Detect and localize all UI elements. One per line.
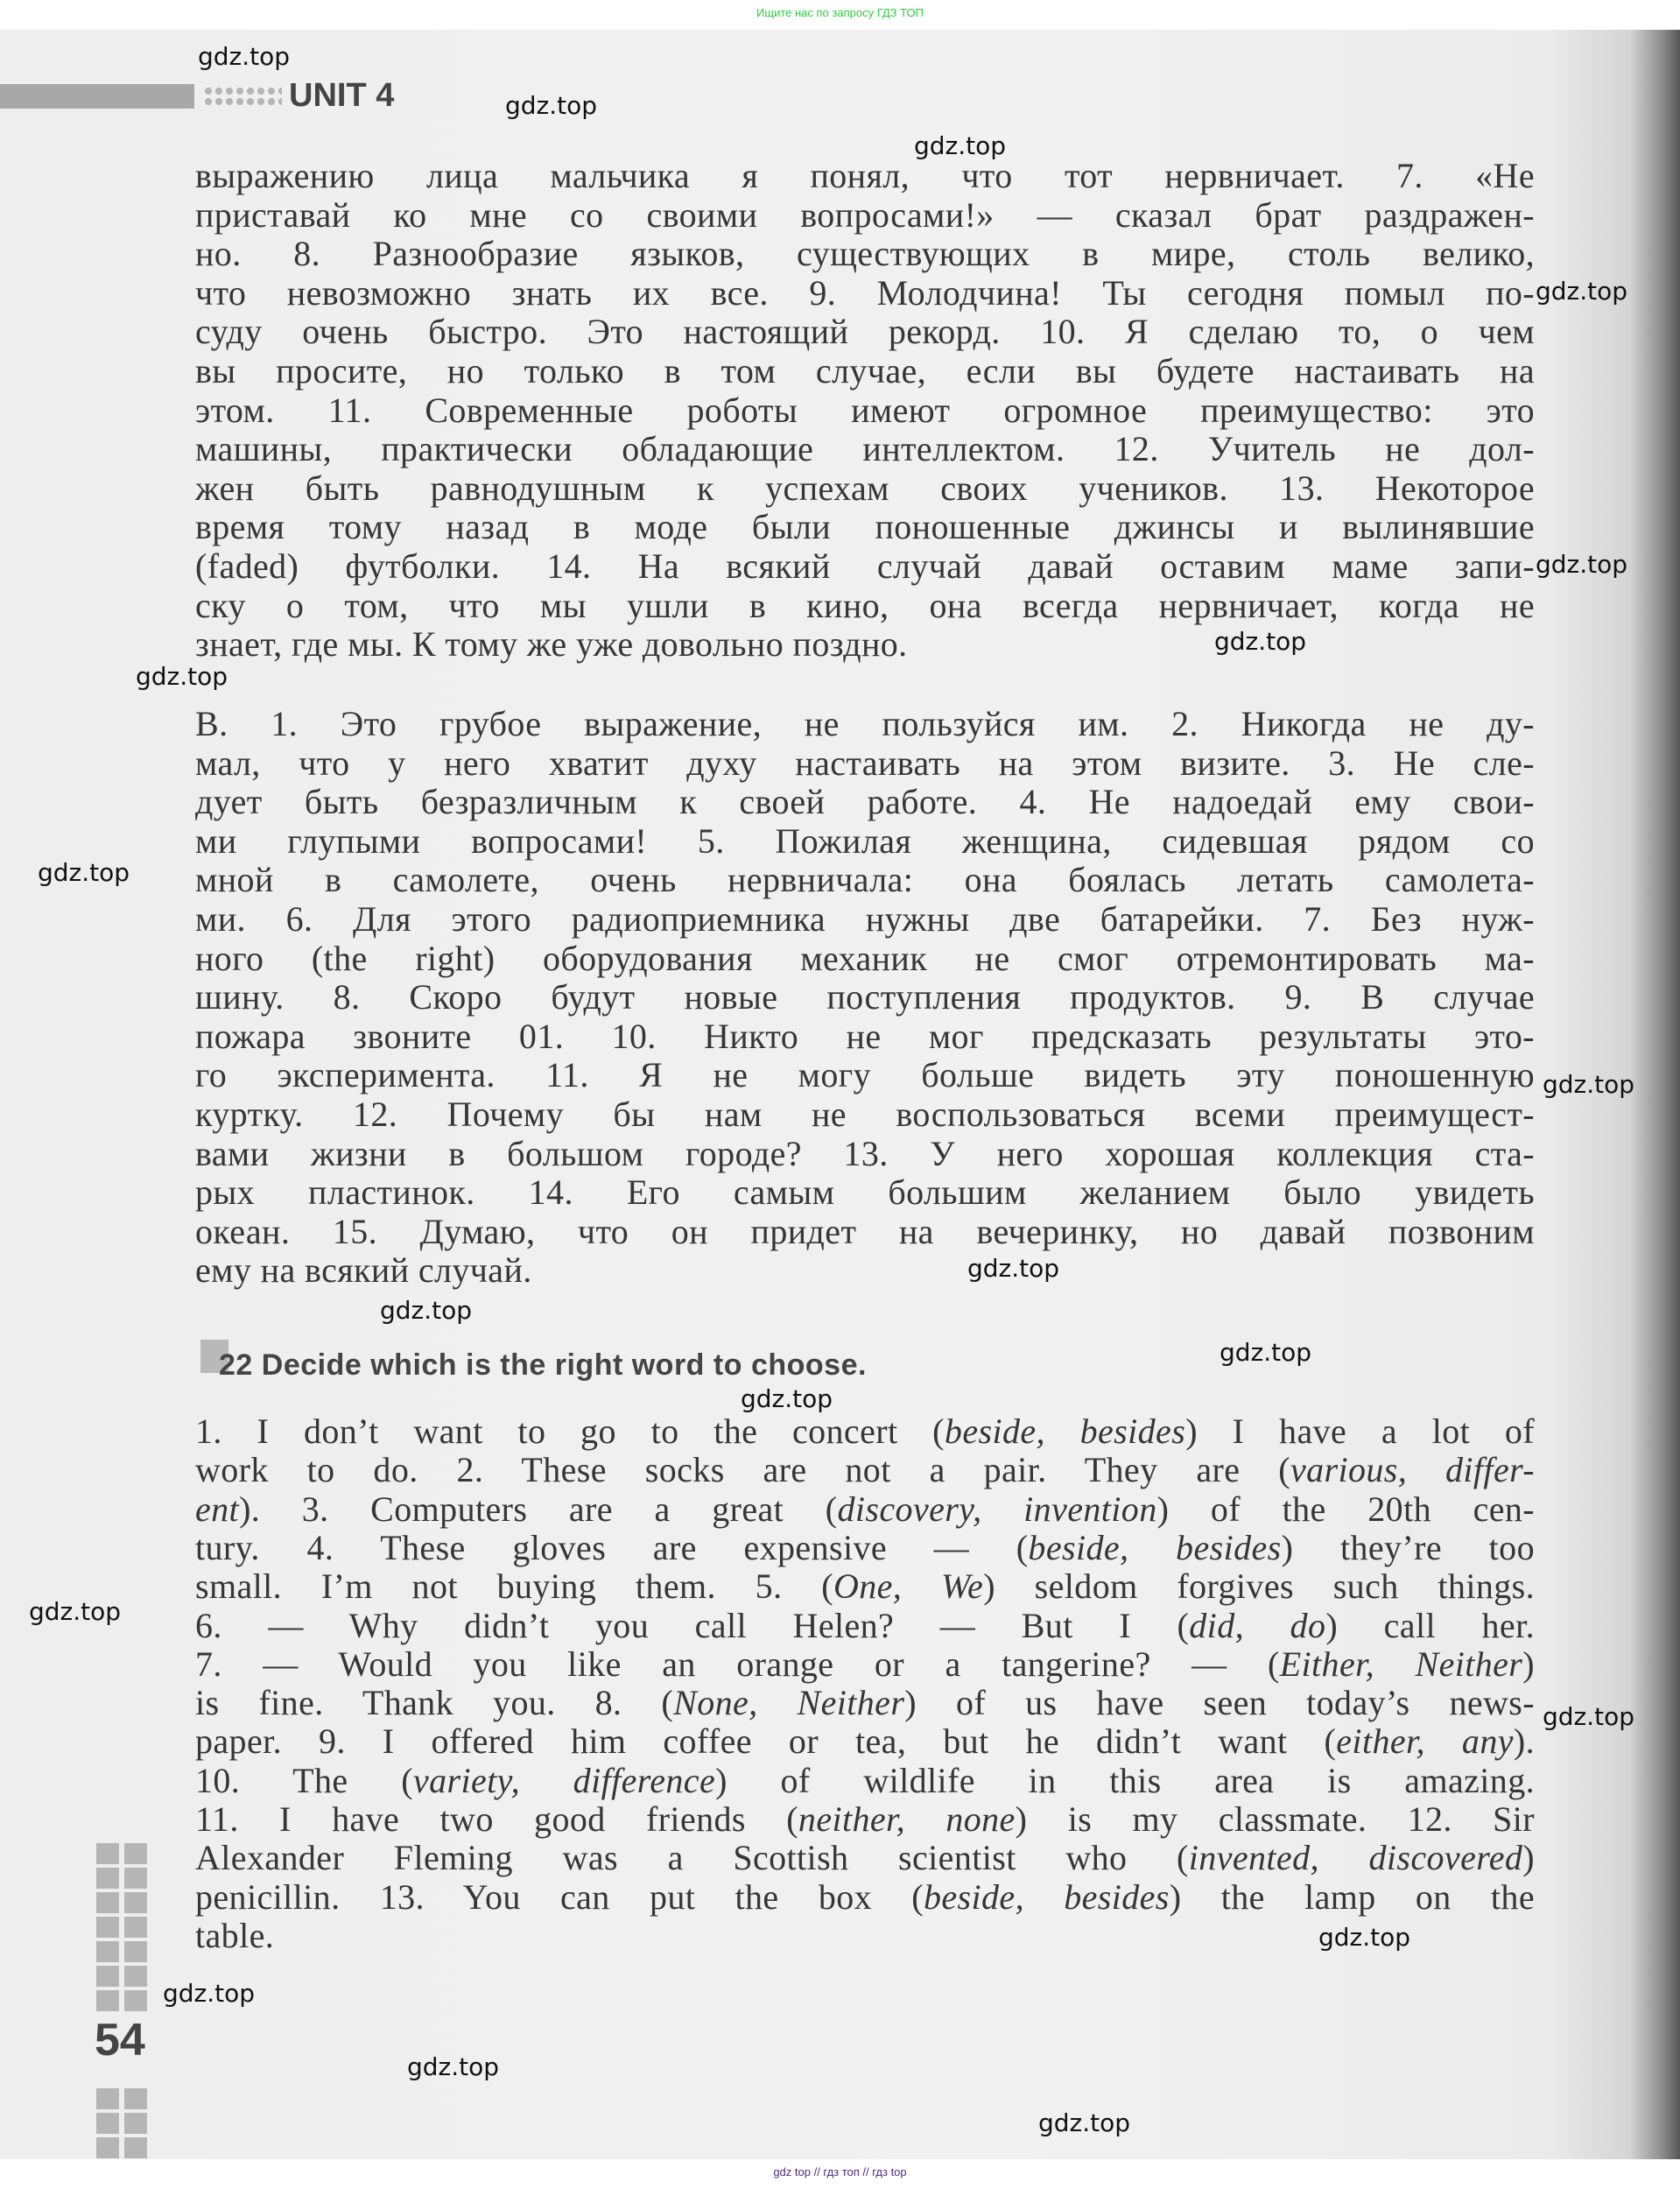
text-line bbox=[195, 1528, 1535, 1567]
answer-options: invented, discovered bbox=[1188, 1838, 1523, 1878]
margin-square bbox=[124, 1917, 147, 1938]
watermark-text: gdz.top bbox=[407, 2052, 500, 2081]
text-segment: tury. 4. These gloves are expensive — ( bbox=[195, 1527, 1029, 1567]
text-segment: paper. 9. I offered him coffee or tea, but he didn’t want ( bbox=[195, 1721, 1337, 1762]
answer-options: beside, besides bbox=[944, 1411, 1186, 1451]
text-segment: мал, что у него хватит духу настаивать на этом визите. 3. Не сле- bbox=[195, 743, 1535, 783]
text-line bbox=[195, 1761, 1535, 1800]
text-line bbox=[195, 156, 1535, 195]
watermark-text: gdz.top bbox=[198, 42, 291, 71]
text-segment: но. 8. Разнообразие языков, существующих в мире, столь велико, bbox=[195, 234, 1535, 274]
text-line bbox=[195, 1094, 1535, 1134]
watermark-text: gdz.top bbox=[380, 1296, 473, 1325]
answer-options: either, any bbox=[1336, 1721, 1514, 1762]
margin-square bbox=[124, 1843, 147, 1864]
margin-square bbox=[96, 1990, 119, 2011]
watermark-text: gdz.top bbox=[1220, 1338, 1312, 1367]
text-segment: small. I’m not buying them. 5. ( bbox=[195, 1566, 833, 1607]
watermark-text: gdz.top bbox=[967, 1254, 1060, 1283]
text-line bbox=[195, 704, 1535, 743]
text-line bbox=[195, 234, 1535, 273]
text-segment: ). 3. Computers are a great ( bbox=[239, 1489, 838, 1529]
answer-options: various, differ- bbox=[1290, 1450, 1535, 1490]
text-line bbox=[195, 860, 1535, 899]
watermark-text: gdz.top bbox=[741, 1384, 833, 1413]
text-line bbox=[195, 1799, 1535, 1839]
text-line bbox=[195, 273, 1535, 313]
text-segment: ) call her. bbox=[1325, 1605, 1535, 1645]
text-segment: ) I have a lot of bbox=[1185, 1411, 1535, 1451]
text-line bbox=[195, 351, 1535, 391]
text-segment: рых пластинок. 14. Его самым большим желанием было увидеть bbox=[195, 1172, 1535, 1213]
answer-options: neither, none bbox=[798, 1799, 1016, 1839]
watermark-text: gdz.top bbox=[1536, 550, 1628, 579]
text-segment: ми. 6. Для этого радиоприемника нужны две батарейки. 7. Без нуж- bbox=[195, 899, 1535, 939]
text-line bbox=[195, 899, 1535, 939]
answer-options: None, Neither bbox=[673, 1683, 905, 1723]
text-line bbox=[195, 1172, 1535, 1212]
margin-square bbox=[124, 2088, 147, 2109]
text-segment: ) of us have seen today’s news- bbox=[904, 1683, 1535, 1723]
text-segment: 7. — Would you like an orange or a tangerine? — ( bbox=[195, 1644, 1280, 1684]
watermark-text: gdz.top bbox=[1318, 1923, 1411, 1952]
text-segment: ми глупыми вопросами! 5. Пожилая женщина, сидевшая рядом со bbox=[195, 820, 1535, 861]
text-segment: океан. 15. Думаю, что он придет на вечеринку, но давай позвоним bbox=[195, 1211, 1535, 1251]
text-segment: что невозможно знать их все. 9. Молодчина! Ты сегодня помыл по- bbox=[195, 272, 1535, 313]
exercise-title: Decide which is the right word to choose. bbox=[261, 1348, 867, 1382]
watermark-text: gdz.top bbox=[1543, 1702, 1635, 1731]
text-line bbox=[195, 312, 1535, 351]
text-line bbox=[195, 1489, 1535, 1529]
margin-square bbox=[124, 1966, 147, 1987]
text-segment: ему на всякий случай. bbox=[195, 1250, 532, 1291]
answer-options: Either, Neither bbox=[1279, 1644, 1523, 1684]
text-segment: суду очень быстро. Это настоящий рекорд. 10. Я сделаю то, о чем bbox=[195, 312, 1535, 352]
text-line bbox=[195, 1450, 1535, 1489]
text-segment: 6. — Why didn’t you call Helen? — But I ( bbox=[195, 1605, 1190, 1645]
answer-options: One, We bbox=[833, 1566, 984, 1607]
text-line bbox=[195, 429, 1535, 468]
margin-square bbox=[96, 1917, 119, 1938]
unit-header-bar bbox=[0, 84, 194, 109]
text-line bbox=[195, 743, 1535, 783]
watermark-text: gdz.top bbox=[163, 1979, 256, 2008]
margin-square bbox=[96, 1868, 119, 1889]
margin-square bbox=[124, 2113, 147, 2134]
margin-square bbox=[96, 1941, 119, 1962]
answer-options: ent bbox=[195, 1489, 240, 1529]
watermark-text: gdz.top bbox=[1543, 1070, 1635, 1099]
text-line bbox=[195, 782, 1535, 821]
text-segment: дует быть безразличным к своей работе. 4. Не надоедай ему свои- bbox=[195, 782, 1535, 822]
text-segment: ) they’re too bbox=[1281, 1527, 1535, 1567]
text-segment: 1. I don’t want to go to the concert ( bbox=[195, 1411, 945, 1451]
text-segment: ) of the 20th cen- bbox=[1156, 1489, 1536, 1529]
text-segment: ного (the right) оборудования механик не смог отремонтировать ма- bbox=[195, 938, 1535, 978]
text-line bbox=[195, 391, 1535, 430]
text-segment: выражению лица мальчика я понял, что тот нервничает. 7. «Не bbox=[195, 156, 1535, 195]
top-banner-text[interactable]: Ищите нас по запросу ГДЗ ТОП bbox=[756, 6, 924, 19]
text-segment: этом. 11. Современные роботы имеют огромное преимущество: это bbox=[195, 390, 1535, 430]
text-line bbox=[195, 546, 1535, 586]
watermark-text: gdz.top bbox=[29, 1597, 122, 1626]
watermark-text: gdz.top bbox=[1214, 627, 1307, 656]
top-ad-banner[interactable] bbox=[0, 0, 1680, 30]
text-segment: ) of wildlife in this area is amazing. bbox=[715, 1760, 1535, 1800]
margin-square bbox=[96, 1966, 119, 1987]
margin-square bbox=[124, 1892, 147, 1913]
text-line bbox=[195, 195, 1535, 235]
text-line bbox=[195, 1606, 1535, 1645]
watermark-text: gdz.top bbox=[1536, 277, 1628, 306]
text-segment: время тому назад в моде были поношенные джинсы и вылинявшие bbox=[195, 507, 1535, 547]
text-line bbox=[195, 1721, 1535, 1761]
text-line bbox=[195, 1838, 1535, 1877]
text-segment: куртку. 12. Почему бы нам не воспользоваться всеми преимущест- bbox=[195, 1094, 1535, 1134]
watermark-text: gdz.top bbox=[136, 662, 228, 691]
margin-square bbox=[96, 2113, 119, 2134]
text-segment: is fine. Thank you. 8. ( bbox=[195, 1683, 674, 1723]
margin-square bbox=[124, 2137, 147, 2158]
text-segment: table. bbox=[195, 1915, 275, 1955]
text-line bbox=[195, 1566, 1535, 1606]
margin-square bbox=[96, 2088, 119, 2109]
text-line bbox=[195, 1055, 1535, 1094]
text-segment: 11. I have two good friends ( bbox=[195, 1799, 798, 1839]
text-segment: приставай ко мне со своими вопросами!» — сказал брат раздражен- bbox=[195, 194, 1535, 235]
text-segment: ) bbox=[1522, 1644, 1536, 1684]
exercise-heading bbox=[219, 1348, 867, 1383]
text-line bbox=[195, 939, 1535, 978]
text-segment: ) seldom forgives such things. bbox=[983, 1566, 1535, 1607]
text-segment: work to do. 2. These socks are not a pair. They are ( bbox=[195, 1450, 1290, 1490]
margin-square bbox=[124, 1941, 147, 1962]
answer-options: did, do bbox=[1189, 1605, 1326, 1645]
text-line bbox=[195, 977, 1535, 1017]
text-segment: шину. 8. Скоро будут новые поступления продуктов. 9. В случае bbox=[195, 977, 1535, 1017]
answer-options: variety, difference bbox=[412, 1760, 716, 1800]
watermark-text: gdz.top bbox=[38, 858, 130, 887]
unit-title: UNIT 4 bbox=[289, 77, 395, 114]
unit-header-dots bbox=[203, 86, 282, 107]
text-segment: ) is my classmate. 12. Sir bbox=[1015, 1799, 1535, 1839]
text-segment: знает, где мы. К тому же уже довольно поздно. bbox=[195, 624, 908, 665]
answer-options: beside, besides bbox=[1028, 1527, 1282, 1567]
text-segment: ). bbox=[1513, 1721, 1535, 1762]
text-line bbox=[195, 507, 1535, 546]
exercise-number: 22 bbox=[219, 1348, 253, 1382]
margin-square bbox=[96, 1843, 119, 1864]
page-number: 54 bbox=[95, 2015, 145, 2066]
text-line bbox=[195, 1250, 1535, 1290]
text-segment: го эксперимента. 11. Я не могу больше видеть эту поношенную bbox=[195, 1055, 1535, 1095]
text-segment: ) bbox=[1522, 1838, 1535, 1878]
answer-options: discovery, invention bbox=[837, 1489, 1157, 1529]
text-line bbox=[195, 1644, 1535, 1684]
text-segment: ) the lamp on the bbox=[1169, 1876, 1535, 1917]
text-line bbox=[195, 1411, 1535, 1451]
bottom-banner-text[interactable]: gdz top // гдз топ // гдз top bbox=[773, 2165, 907, 2178]
bottom-banner[interactable] bbox=[0, 2159, 1680, 2189]
text-segment: (faded) футболки. 14. На всякий случай давай оставим маме запи- bbox=[195, 546, 1535, 586]
text-line bbox=[195, 1212, 1535, 1251]
text-line bbox=[195, 624, 1535, 664]
margin-square bbox=[124, 1990, 147, 2011]
margin-square bbox=[124, 1868, 147, 1889]
text-line bbox=[195, 821, 1535, 861]
text-line bbox=[195, 1017, 1535, 1056]
text-segment: машины, практически обладающие интеллектом. 12. Учитель не дол- bbox=[195, 429, 1535, 469]
text-segment: Alexander Fleming was a Scottish scientist who ( bbox=[195, 1838, 1189, 1878]
text-segment: B. 1. Это грубое выражение, не пользуйся им. 2. Никогда не ду- bbox=[195, 704, 1535, 743]
margin-square bbox=[96, 1892, 119, 1913]
text-line bbox=[195, 1683, 1535, 1722]
text-segment: вы просите, но только в том случае, если вы будете настаивать на bbox=[195, 351, 1535, 391]
text-segment: мной в самолете, очень нервничала: она боялась летать самолета- bbox=[195, 860, 1535, 900]
text-segment: 10. The ( bbox=[195, 1760, 413, 1800]
text-segment: жен быть равнодушным к успехам своих учеников. 13. Некоторое bbox=[195, 468, 1535, 508]
text-segment: ску о том, что мы ушли в кино, она всегда нервничает, когда не bbox=[195, 585, 1535, 625]
watermark-text: gdz.top bbox=[914, 131, 1007, 160]
text-line bbox=[195, 1877, 1535, 1917]
watermark-text: gdz.top bbox=[1038, 2108, 1131, 2137]
margin-square bbox=[96, 2137, 119, 2158]
text-line bbox=[195, 1134, 1535, 1173]
text-line bbox=[195, 468, 1535, 508]
answer-options: beside, besides bbox=[923, 1876, 1170, 1917]
text-segment: вами жизни в большом городе? 13. У него хорошая коллекция ста- bbox=[195, 1133, 1535, 1173]
text-segment: пожара звоните 01. 10. Никто не мог предсказать результаты это- bbox=[195, 1016, 1535, 1056]
watermark-text: gdz.top bbox=[505, 91, 598, 120]
text-segment: penicillin. 13. You can put the box ( bbox=[195, 1876, 924, 1917]
text-line bbox=[195, 586, 1535, 625]
